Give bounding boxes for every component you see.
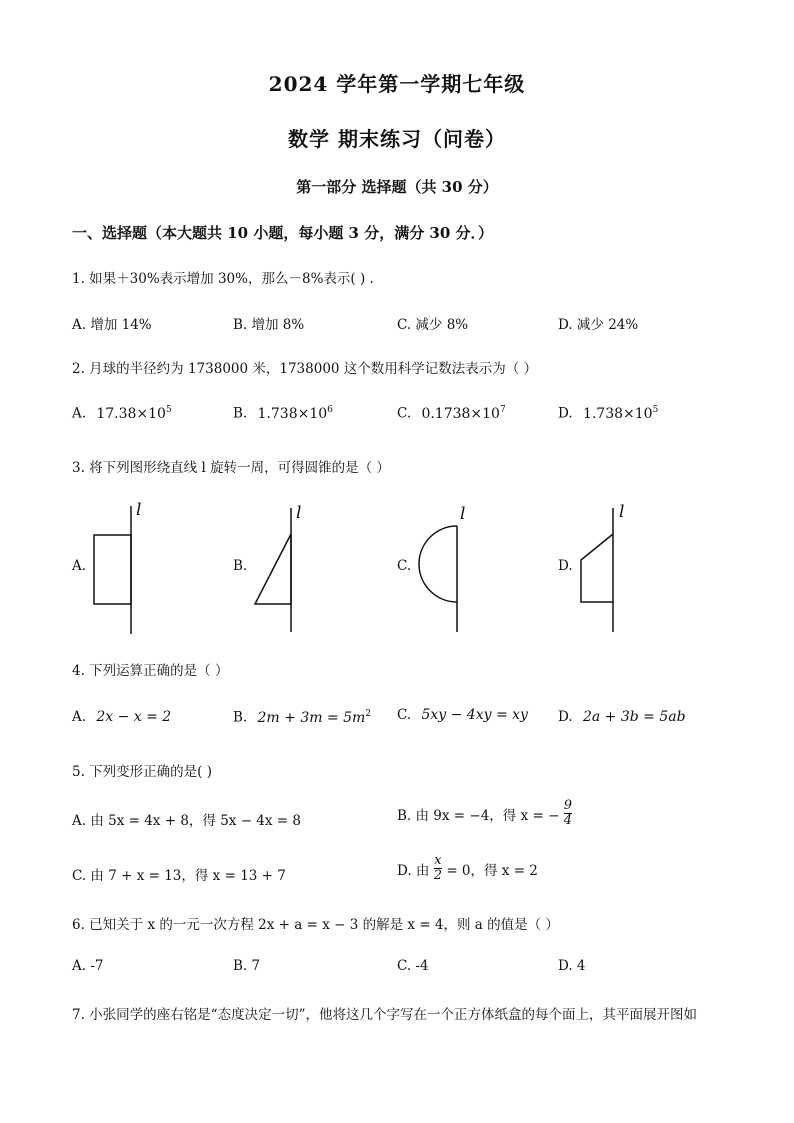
question-6-option-b: B. 7 bbox=[233, 958, 261, 974]
option-a-exponent: 5 bbox=[165, 405, 172, 415]
part-heading: 第一部分 选择题（共 30 分） bbox=[296, 178, 498, 196]
option-d-result: = 0，得 x = 2 bbox=[446, 862, 538, 879]
option-c-label: C. bbox=[397, 405, 412, 422]
question-1-option-a: A. 增加 14% bbox=[72, 317, 152, 333]
question-2-stem: 2. 月球的半径约为 1738000 米，1738000 这个数用科学记数法表示为（ ） bbox=[72, 361, 538, 377]
question-5-stem: 5. 下列变形正确的是( ) bbox=[72, 764, 212, 780]
question-3-option-b: B. bbox=[233, 558, 248, 574]
option-a-expression: 2x − x = 2 bbox=[96, 709, 172, 725]
figure-b-triangle-shape bbox=[255, 534, 291, 604]
figure-d-axis-label: l bbox=[619, 502, 625, 522]
option-c-value: 0.1738×10 bbox=[421, 405, 500, 422]
option-b-expression: 2m + 3m = 5m bbox=[257, 709, 366, 726]
option-c-expression: 5xy − 4xy = xy bbox=[421, 707, 528, 723]
question-4-option-a bbox=[72, 709, 171, 725]
exam-title: 2024 学年第一学期七年级 bbox=[268, 72, 526, 96]
question-5-option-a: A. 由 5x = 4x + 8，得 5x − 4x = 8 bbox=[72, 813, 301, 829]
section-heading: 一、选择题（本大题共 10 小题，每小题 3 分，满分 30 分．） bbox=[72, 224, 494, 242]
question-5-option-c: C. 由 7 + x = 13，得 x = 13 + 7 bbox=[72, 868, 286, 884]
question-3-option-d: D. bbox=[558, 558, 573, 574]
option-a-value: 17.38×10 bbox=[96, 405, 166, 422]
option-d-label: D. bbox=[558, 709, 573, 725]
question-7-stem: 7. 小张同学的座右铭是“态度决定一切”，他将这几个字写在一个正方体纸盒的每个面上，其平面展开图如 bbox=[72, 1007, 697, 1023]
question-5-option-b bbox=[397, 799, 572, 828]
exam-subtitle: 数学 期末练习（问卷） bbox=[288, 127, 506, 151]
question-4-option-c bbox=[397, 707, 528, 723]
question-2-option-d bbox=[558, 405, 658, 422]
option-b-exponent: 6 bbox=[327, 405, 333, 415]
figure-a-rectangle bbox=[85, 500, 155, 636]
option-d-exponent: 5 bbox=[652, 405, 659, 415]
fraction-denominator: 4 bbox=[563, 813, 572, 828]
question-6-option-d: D. 4 bbox=[558, 958, 586, 974]
option-b-text: B. 由 9x = −4，得 x = − bbox=[397, 807, 560, 824]
figure-c-axis-label: l bbox=[460, 504, 466, 524]
fraction-numerator: x bbox=[434, 853, 442, 868]
question-4-stem: 4. 下列运算正确的是（ ） bbox=[72, 663, 229, 679]
figure-d-trapezoid-shape bbox=[581, 534, 613, 602]
question-3-stem: 3. 将下列图形绕直线 l 旋转一周，可得圆锥的是（ ） bbox=[72, 460, 390, 476]
option-d-fraction bbox=[434, 854, 442, 883]
option-b-value: 1.738×10 bbox=[257, 405, 328, 422]
figure-b-axis-label: l bbox=[296, 503, 302, 523]
option-d-value: 1.738×10 bbox=[582, 405, 653, 422]
fraction-numerator: 9 bbox=[563, 798, 572, 813]
question-3-option-c: C. bbox=[397, 558, 412, 574]
question-5-option-d bbox=[397, 854, 538, 883]
option-a-label: A. bbox=[72, 709, 87, 725]
option-a-label: A. bbox=[72, 405, 87, 422]
option-c-exponent: 7 bbox=[499, 405, 506, 415]
fraction-denominator: 2 bbox=[433, 868, 443, 883]
question-1-option-c: C. 减少 8% bbox=[397, 317, 469, 333]
question-1-stem: 1. 如果＋30%表示增加 30%，那么－8%表示( ) . bbox=[72, 271, 374, 287]
option-d-text: D. 由 bbox=[397, 862, 430, 879]
question-4-option-d bbox=[558, 709, 686, 725]
option-d-expression: 2a + 3b = 5ab bbox=[582, 709, 686, 725]
question-1-option-b: B. 增加 8% bbox=[233, 317, 305, 333]
question-6-option-c: C. -4 bbox=[397, 958, 429, 974]
question-6-stem: 6. 已知关于 x 的一元一次方程 2x + a = x − 3 的解是 x = 4，则 a 的值是（ ） bbox=[72, 917, 559, 933]
question-1-option-d: D. 减少 24% bbox=[558, 317, 639, 333]
question-2-option-a bbox=[72, 405, 172, 422]
figure-a-axis-label: l bbox=[136, 500, 142, 520]
figure-c-arc bbox=[419, 526, 457, 602]
question-4-option-b bbox=[233, 709, 371, 726]
figure-c-semicircle bbox=[410, 500, 480, 636]
option-b-fraction bbox=[564, 799, 572, 828]
option-b-exponent: 2 bbox=[365, 709, 372, 719]
question-2-option-b bbox=[233, 405, 333, 422]
option-d-label: D. bbox=[558, 405, 573, 422]
figure-a-rect bbox=[94, 535, 131, 604]
option-b-label: B. bbox=[233, 709, 248, 726]
option-b-label: B. bbox=[233, 405, 248, 422]
question-6-option-a: A. -7 bbox=[72, 958, 104, 974]
option-c-label: C. bbox=[397, 707, 412, 723]
figure-d-trapezoid bbox=[575, 500, 635, 636]
question-2-option-c bbox=[397, 405, 506, 422]
question-3-option-a: A. bbox=[72, 558, 87, 574]
